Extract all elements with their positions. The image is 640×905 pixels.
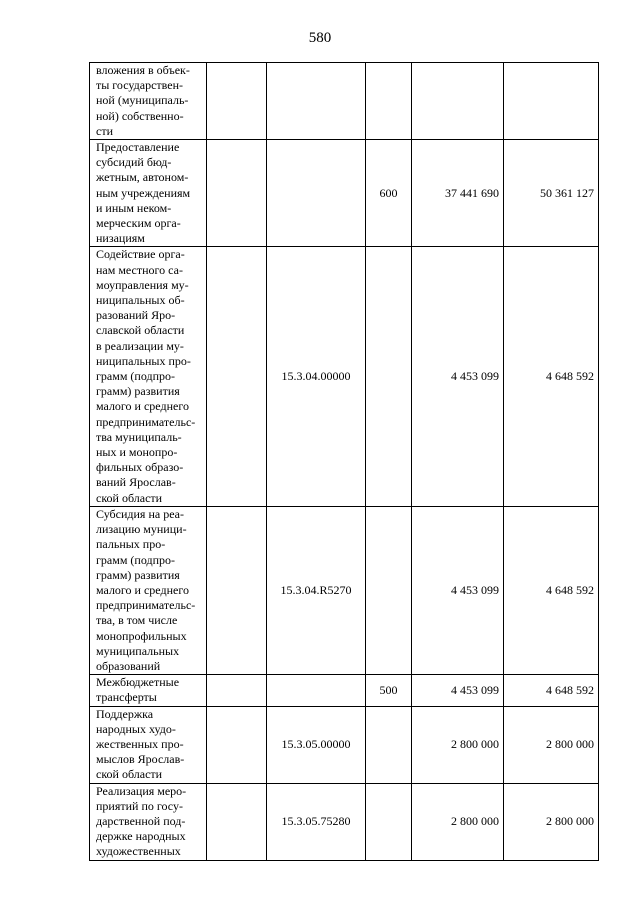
- item-name-line: предпринимательс-: [96, 598, 196, 613]
- item-name-line: Межбюджетные: [96, 675, 180, 690]
- amount-year2-cell: 2 800 000: [504, 706, 599, 783]
- item-name-line: грамм (подпро-: [96, 552, 176, 567]
- item-name-line: ской области: [96, 767, 163, 782]
- item-name-line: предпринимательс-: [96, 414, 196, 429]
- program-code-cell: 15.3.05.00000: [267, 706, 366, 783]
- item-name-line: жественных про-: [96, 736, 184, 751]
- item-name-line: народных худо-: [96, 721, 176, 736]
- item-name-line: низациям: [96, 231, 145, 246]
- item-name-line: ной (муниципаль-: [96, 93, 189, 108]
- item-name-line: малого и среднего: [96, 399, 189, 414]
- expense-type-cell: [366, 506, 412, 674]
- item-name-line: ниципальных об-: [96, 293, 185, 308]
- program-code-cell: [267, 140, 366, 247]
- empty-cell: [207, 247, 267, 506]
- program-code-cell: 15.3.05.75280: [267, 783, 366, 860]
- expense-type-cell: [366, 63, 412, 140]
- item-name-line: грамм) развития: [96, 384, 180, 399]
- amount-year2-cell: 2 800 000: [504, 783, 599, 860]
- item-name-line: муниципальных: [96, 643, 180, 658]
- table-row: [90, 63, 599, 140]
- expense-type-cell: [366, 247, 412, 506]
- item-name-line: нам местного са-: [96, 262, 183, 277]
- item-name-line: ным учреждениям: [96, 185, 191, 200]
- item-name-line: тва, в том числе: [96, 613, 178, 628]
- item-name-line: и иным неком-: [96, 200, 172, 215]
- item-name-line: Субсидия на реа-: [96, 506, 184, 521]
- empty-cell: [207, 63, 267, 140]
- empty-cell: [207, 706, 267, 783]
- amount-year1-cell: 4 453 099: [412, 247, 504, 506]
- expense-type-cell: 500: [366, 675, 412, 706]
- item-name-cell: [90, 63, 207, 140]
- table-row: [90, 506, 599, 674]
- item-name-line: образований: [96, 658, 161, 673]
- program-code-cell: 15.3.04.00000: [267, 247, 366, 506]
- item-name-line: Содействие орга-: [96, 247, 185, 262]
- amount-year2-cell: 4 648 592: [504, 506, 599, 674]
- item-name-cell: [90, 675, 207, 706]
- item-name-line: моуправления му-: [96, 277, 189, 292]
- item-name-line: трансферты: [96, 690, 157, 705]
- item-name-line: ниципальных про-: [96, 353, 191, 368]
- item-name-line: мыслов Ярослав-: [96, 752, 185, 767]
- item-name-line: вложения в объек-: [96, 63, 190, 77]
- empty-cell: [207, 783, 267, 860]
- item-name-line: сти: [96, 123, 113, 138]
- amount-year2-cell: 4 648 592: [504, 675, 599, 706]
- item-name-line: грамм) развития: [96, 567, 180, 582]
- amount-year2-cell: [504, 63, 599, 140]
- budget-table: [89, 62, 599, 861]
- item-name-line: фильных образо-: [96, 460, 184, 475]
- amount-year1-cell: 2 800 000: [412, 783, 504, 860]
- item-name-line: ваний Ярослав-: [96, 475, 176, 490]
- item-name-line: ской области: [96, 490, 163, 505]
- item-name-line: жетным, автоном-: [96, 170, 189, 185]
- item-name-line: Предоставление: [96, 140, 180, 155]
- item-name-line: грамм (подпро-: [96, 369, 176, 384]
- amount-year1-cell: 4 453 099: [412, 675, 504, 706]
- item-name-line: тва муниципаль-: [96, 429, 182, 444]
- item-name-line: малого и среднего: [96, 582, 189, 597]
- empty-cell: [207, 506, 267, 674]
- item-name-line: Поддержка: [96, 706, 154, 721]
- item-name-line: ной) собственно-: [96, 108, 184, 123]
- program-code-cell: 15.3.04.R5270: [267, 506, 366, 674]
- table-row: [90, 675, 599, 706]
- expense-type-cell: 600: [366, 140, 412, 247]
- amount-year1-cell: [412, 63, 504, 140]
- table-row: [90, 706, 599, 783]
- amount-year1-cell: 4 453 099: [412, 506, 504, 674]
- item-name-cell: [90, 506, 207, 674]
- item-name-line: ты государствен-: [96, 78, 183, 93]
- item-name-cell: [90, 706, 207, 783]
- expense-type-cell: [366, 706, 412, 783]
- item-name-line: приятий по госу-: [96, 798, 183, 813]
- item-name-line: монопрофильных: [96, 628, 187, 643]
- amount-year2-cell: 4 648 592: [504, 247, 599, 506]
- item-name-cell: [90, 140, 207, 247]
- item-name-line: держке народных: [96, 829, 186, 844]
- item-name-line: в реализации му-: [96, 338, 184, 353]
- amount-year1-cell: 37 441 690: [412, 140, 504, 247]
- page-number: 580: [308, 30, 332, 46]
- amount-year2-cell: 50 361 127: [504, 140, 599, 247]
- item-name-line: мерческим орга-: [96, 216, 181, 231]
- item-name-line: художественных: [96, 844, 181, 859]
- item-name-line: ных и монопро-: [96, 445, 178, 460]
- amount-year1-cell: 2 800 000: [412, 706, 504, 783]
- table-row: [90, 247, 599, 506]
- item-name-line: дарственной под-: [96, 813, 186, 828]
- table-row: [90, 140, 599, 247]
- program-code-cell: [267, 63, 366, 140]
- item-name-line: разований Яро-: [96, 308, 176, 323]
- expense-type-cell: [366, 783, 412, 860]
- item-name-cell: [90, 783, 207, 860]
- item-name-line: лизацию муници-: [96, 522, 187, 537]
- item-name-line: славской области: [96, 323, 185, 338]
- empty-cell: [207, 140, 267, 247]
- item-name-line: Реализация меро-: [96, 783, 187, 798]
- table-row: [90, 783, 599, 860]
- item-name-line: субсидий бюд-: [96, 155, 172, 170]
- empty-cell: [207, 675, 267, 706]
- program-code-cell: [267, 675, 366, 706]
- item-name-line: пальных про-: [96, 537, 166, 552]
- item-name-cell: [90, 247, 207, 506]
